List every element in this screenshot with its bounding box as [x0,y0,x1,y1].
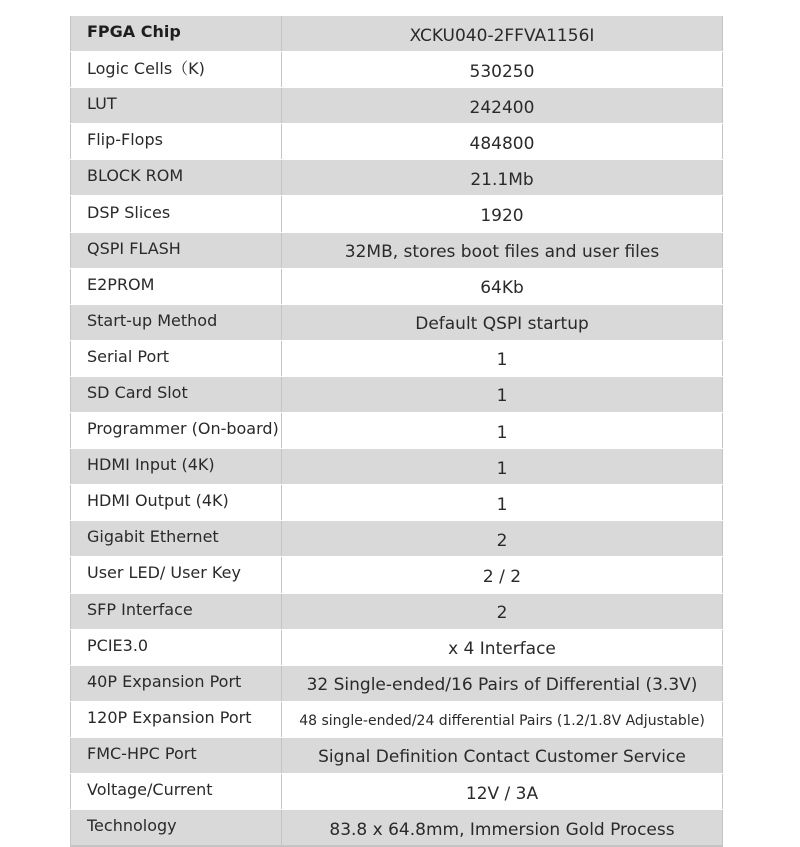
table-row-120p-expansion-port [71,701,723,737]
row-label: FPGA Chip [71,16,282,52]
row-label: Programmer (On-board) [71,413,282,449]
row-label: LUT [71,88,282,124]
table-row-qspi-flash [71,232,723,268]
row-label: 40P Expansion Port [71,665,282,701]
row-label: Technology [71,810,282,847]
row-label: Serial Port [71,340,282,376]
row-value: 32MB, stores boot files and user files [282,232,723,268]
row-value: 1 [282,340,723,376]
row-value: 12V / 3A [282,773,723,809]
row-value: 1 [282,485,723,521]
row-value: 242400 [282,88,723,124]
row-value: x 4 Interface [282,629,723,665]
row-label: HDMI Input (4K) [71,449,282,485]
table-row-voltage-current [71,773,723,809]
row-label: QSPI FLASH [71,232,282,268]
table-row-sfp-interface [71,593,723,629]
row-label: Gigabit Ethernet [71,521,282,557]
row-label: Start-up Method [71,304,282,340]
row-label: Voltage/Current [71,773,282,809]
table-row-startup-method [71,304,723,340]
table-row-e2prom [71,268,723,304]
row-value: 530250 [282,52,723,88]
row-value: 83.8 x 64.8mm, Immersion Gold Process [282,810,723,847]
row-label: Flip-Flops [71,124,282,160]
row-value: 484800 [282,124,723,160]
table-row-dsp-slices [71,196,723,232]
row-value: 1920 [282,196,723,232]
table-row-lut [71,88,723,124]
row-value: 32 Single-ended/16 Pairs of Differential (3.3V) [282,665,723,701]
table-row-fmc-hpc-port [71,737,723,773]
table-row-hdmi-output [71,485,723,521]
row-value: 48 single-ended/24 differential Pairs (1.2/1.8V Adjustable) [282,701,723,737]
table-row-programmer [71,413,723,449]
table-row-fpga-chip [71,16,723,52]
row-value: 1 [282,376,723,412]
row-label: SD Card Slot [71,376,282,412]
row-label: 120P Expansion Port [71,701,282,737]
row-label: FMC-HPC Port [71,737,282,773]
row-value: 2 [282,593,723,629]
table-row-serial-port [71,340,723,376]
table-row-technology [71,810,723,847]
row-label: HDMI Output (4K) [71,485,282,521]
row-label: User LED/ User Key [71,557,282,593]
row-value: 1 [282,449,723,485]
table-row-user-led-key [71,557,723,593]
row-value: Signal Definition Contact Customer Service [282,737,723,773]
table-row-flip-flops [71,124,723,160]
spec-table [70,16,723,847]
row-value: 64Kb [282,268,723,304]
row-value: Default QSPI startup [282,304,723,340]
row-value: 2 / 2 [282,557,723,593]
table-row-block-rom [71,160,723,196]
table-row-hdmi-input [71,449,723,485]
row-value: 1 [282,413,723,449]
row-value: 2 [282,521,723,557]
row-label: SFP Interface [71,593,282,629]
row-label: DSP Slices [71,196,282,232]
table-row-pcie [71,629,723,665]
row-value: XCKU040-2FFVA1156I [282,16,723,52]
row-label: E2PROM [71,268,282,304]
row-label: PCIE3.0 [71,629,282,665]
table-row-gigabit-ethernet [71,521,723,557]
row-value: 21.1Mb [282,160,723,196]
row-label: BLOCK ROM [71,160,282,196]
row-label: Logic Cells（K) [71,52,282,88]
table-row-logic-cells [71,52,723,88]
table-row-sd-card-slot [71,376,723,412]
table-row-40p-expansion-port [71,665,723,701]
